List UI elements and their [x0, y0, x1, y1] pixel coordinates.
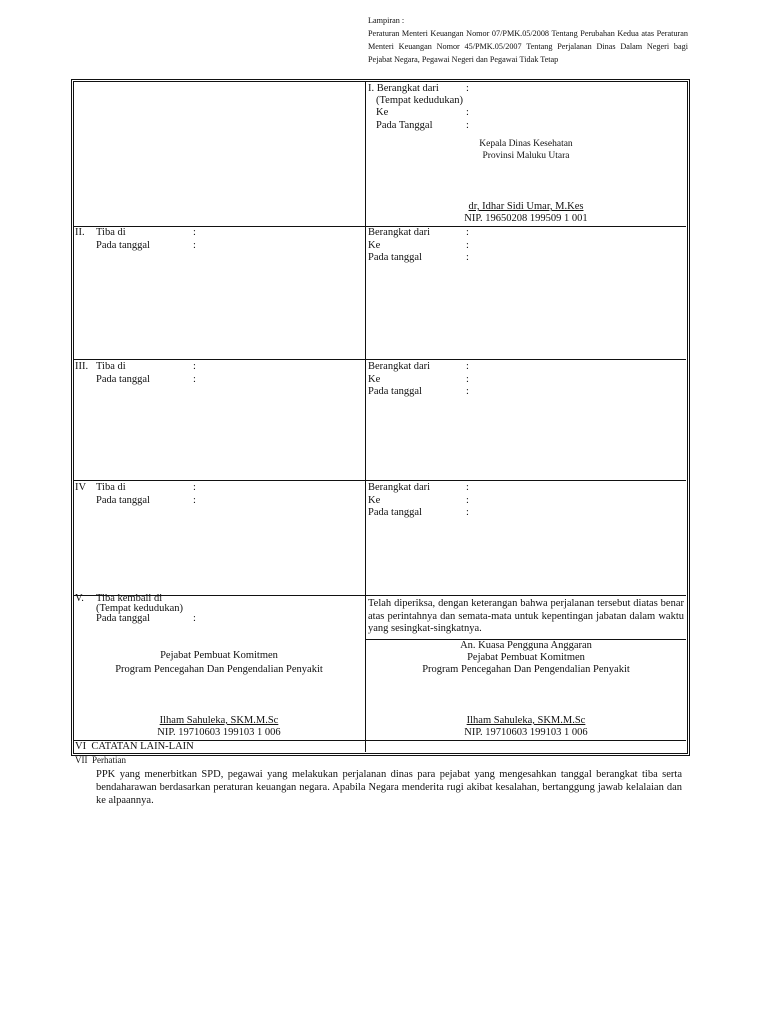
section3-tiba-di: Tiba di	[96, 361, 126, 372]
colon: :	[466, 120, 469, 131]
section1-tempat: (Tempat kedudukan)	[376, 95, 464, 106]
section2-numeral: II.	[75, 227, 85, 238]
section2-pada-tanggal: Pada tanggal	[96, 240, 150, 251]
section1-ke: Ke	[376, 107, 389, 118]
colon: :	[193, 361, 196, 372]
section3-berangkat-dari: Berangkat dari	[368, 361, 431, 372]
colon: :	[193, 495, 196, 506]
section5-right-nip: NIP. 19710603 199103 1 006	[464, 727, 588, 738]
colon: :	[466, 361, 469, 372]
section4-numeral: IV	[75, 482, 87, 493]
row-divider-3	[73, 480, 686, 481]
section2-pada-tanggal-right: Pada tanggal	[368, 252, 422, 263]
section5-pada-tanggal: Pada tanggal	[96, 613, 150, 624]
section5-right-program: Program Pencegahan Dan Pengendalian Penyakit	[422, 664, 630, 675]
section1-official-nip: NIP. 19650208 199509 1 001	[464, 213, 588, 224]
section5-right-name: Ilham Sahuleka, SKM.M.Sc	[466, 715, 586, 726]
section5-right-kpa: An. Kuasa Pengguna Anggaran	[460, 640, 592, 651]
section1-pada-tanggal: Pada Tanggal	[376, 120, 433, 131]
colon: :	[466, 227, 469, 238]
colon: :	[466, 83, 469, 94]
section5-left-nip: NIP. 19710603 199103 1 006	[157, 727, 281, 738]
section5-left-title: Pejabat Pembuat Komitmen	[160, 650, 278, 661]
colon: :	[466, 386, 469, 397]
attachment-label: Lampiran :	[368, 16, 405, 25]
section4-tiba-di: Tiba di	[96, 482, 126, 493]
attachment-header	[368, 14, 688, 66]
colon: :	[193, 227, 196, 238]
colon: :	[193, 374, 196, 385]
section1-berangkat: I. Berangkat dari	[368, 83, 439, 94]
section7-perhatian-text: PPK yang menerbitkan SPD, pegawai yang melakukan perjalanan dinas para pejabat yang mengesahkan tanggal berangkat tiba serta bendaharawan berdasarkan peraturan keuangan negara. Apabila Negara menderita rugi akibat kesalahan, bertanggung jawab kelalaian dan ke alpaannya.	[96, 769, 682, 806]
row-divider-2	[73, 359, 686, 360]
section3-ke: Ke	[368, 374, 381, 385]
section3-pada-tanggal-right: Pada tanggal	[368, 386, 422, 397]
colon: :	[466, 252, 469, 263]
section2-tiba-di: Tiba di	[96, 227, 126, 238]
section5-tiba-kembali: Tiba kembali di	[96, 593, 163, 604]
colon: :	[193, 613, 196, 624]
section6-catatan-label: VI CATATAN LAIN-LAIN	[75, 741, 194, 752]
regulation-text: Peraturan Menteri Keuangan Nomor 07/PMK.05/2008 Tentang Perubahan Kedua atas Peraturan Menteri Keuangan Nomor 45/PMK.05/2007 Tentang Perjalanan Dinas Dalam Negeri bagi Pejabat Negara, Pegawai Negeri dan Pegawai Tidak Tetap	[368, 29, 688, 64]
row-divider-4	[73, 595, 686, 596]
colon: :	[466, 107, 469, 118]
colon: :	[466, 495, 469, 506]
colon: :	[466, 507, 469, 518]
colon: :	[466, 482, 469, 493]
section7-perhatian-label: VII Perhatian	[75, 755, 126, 765]
section3-pada-tanggal: Pada tanggal	[96, 374, 150, 385]
section5-statement: Telah diperiksa, dengan keterangan bahwa perjalanan tersebut diatas benar atas perintahnya dan semata-mata untuk kepentingan jabatan dalam waktu yang sesingkat-singkatnya.	[368, 598, 684, 634]
section4-berangkat-dari: Berangkat dari	[368, 482, 431, 493]
section2-berangkat-dari: Berangkat dari	[368, 227, 431, 238]
section4-pada-tanggal-right: Pada tanggal	[368, 507, 422, 518]
section5-tempat: (Tempat kedudukan)	[96, 603, 184, 614]
section2-ke: Ke	[368, 240, 381, 251]
colon: :	[193, 240, 196, 251]
section1-official-province: Provinsi Maluku Utara	[482, 151, 570, 161]
colon: :	[466, 374, 469, 385]
section5-right-title: Pejabat Pembuat Komitmen	[467, 652, 585, 663]
section4-pada-tanggal: Pada tanggal	[96, 495, 150, 506]
colon: :	[466, 240, 469, 251]
section1-official-name: dr, Idhar Sidi Umar, M.Kes	[468, 201, 584, 212]
section4-ke: Ke	[368, 495, 381, 506]
section3-numeral: III.	[75, 361, 89, 372]
section1-official-title: Kepala Dinas Kesehatan	[479, 139, 573, 149]
colon: :	[193, 482, 196, 493]
section5-numeral: V.	[75, 593, 84, 604]
section5-left-name: Ilham Sahuleka, SKM.M.Sc	[159, 715, 279, 726]
section5-left-program: Program Pencegahan Dan Pengendalian Penyakit	[115, 664, 323, 675]
